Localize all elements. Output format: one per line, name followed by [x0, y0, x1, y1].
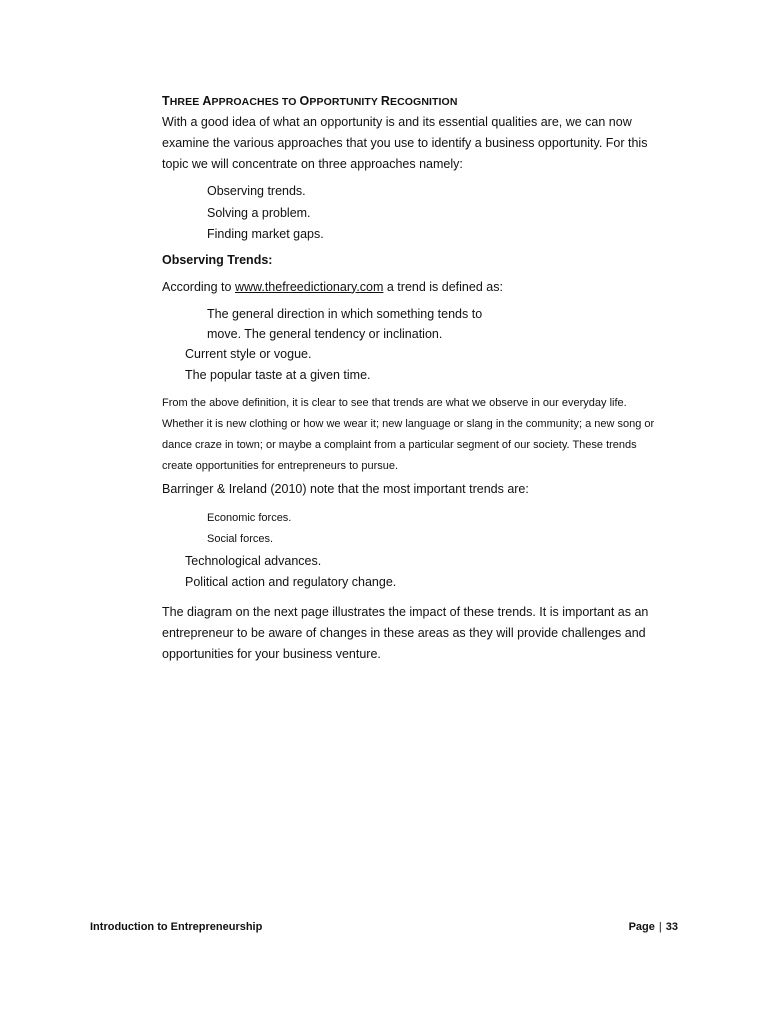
- page-separator: |: [658, 921, 662, 933]
- list-item: Observing trends.: [207, 184, 306, 198]
- trends-list: [162, 508, 662, 594]
- list-item: Social forces.: [207, 533, 274, 545]
- explanation-paragraph: From the above definition, it is clear to see that trends are what we observe in our everyday life. Whether it is new clothing or how we wear it; new language or slang in the community; a new song or dance craze in town; or maybe a complaint from a particular segment of our society. These trends create opportunities for entrepreneurs to pursue.: [162, 396, 655, 472]
- page-label: Page: [628, 921, 655, 933]
- conclusion-paragraph: The diagram on the next page illustrates the impact of these trends. It is important as an entrepreneur to be aware of changes in these areas as they will provide challenges and opportunities for your business venture.: [162, 604, 649, 661]
- definition-list: [162, 344, 662, 387]
- footer-page-number: [629, 921, 678, 933]
- title-word-3: OPPORTUNITY: [299, 94, 381, 108]
- title-word-1: THREE: [162, 94, 203, 108]
- definition-text: The general direction in which something tends to move. The general tendency or inclination.: [207, 306, 483, 341]
- approaches-list: [162, 181, 662, 246]
- dictionary-link[interactable]: www.thefreedictionary.com: [234, 279, 384, 294]
- observing-trends-heading: Observing Trends:: [162, 252, 273, 267]
- footer-course-title: Introduction to Entrepreneurship: [90, 921, 263, 933]
- page-content: [162, 94, 662, 665]
- according-prefix: According to: [162, 279, 235, 294]
- list-item: Solving a problem.: [207, 205, 311, 220]
- list-item: Economic forces.: [207, 511, 292, 524]
- list-item: Current style or vogue.: [185, 346, 312, 361]
- list-item: Technological advances.: [185, 553, 322, 568]
- page-number: 33: [665, 921, 678, 933]
- according-suffix: a trend is defined as:: [383, 279, 503, 294]
- title-word-2: APPROACHES TO: [202, 94, 300, 108]
- according-paragraph: [162, 277, 662, 298]
- intro-paragraph: With a good idea of what an opportunity is and its essential qualities are, we can now examine the various approaches that you use to identify a business opportunity. For this topic we will concentrate on three approaches namely:: [162, 115, 648, 171]
- title-word-4: RECOGNITION: [380, 94, 458, 108]
- list-item: Political action and regulatory change.: [185, 575, 397, 589]
- barringer-paragraph: Barringer & Ireland (2010) note that the most important trends are:: [162, 481, 529, 496]
- section-title: [162, 94, 662, 108]
- list-item: The popular taste at a given time.: [185, 368, 371, 382]
- list-item: Finding market gaps.: [207, 227, 324, 241]
